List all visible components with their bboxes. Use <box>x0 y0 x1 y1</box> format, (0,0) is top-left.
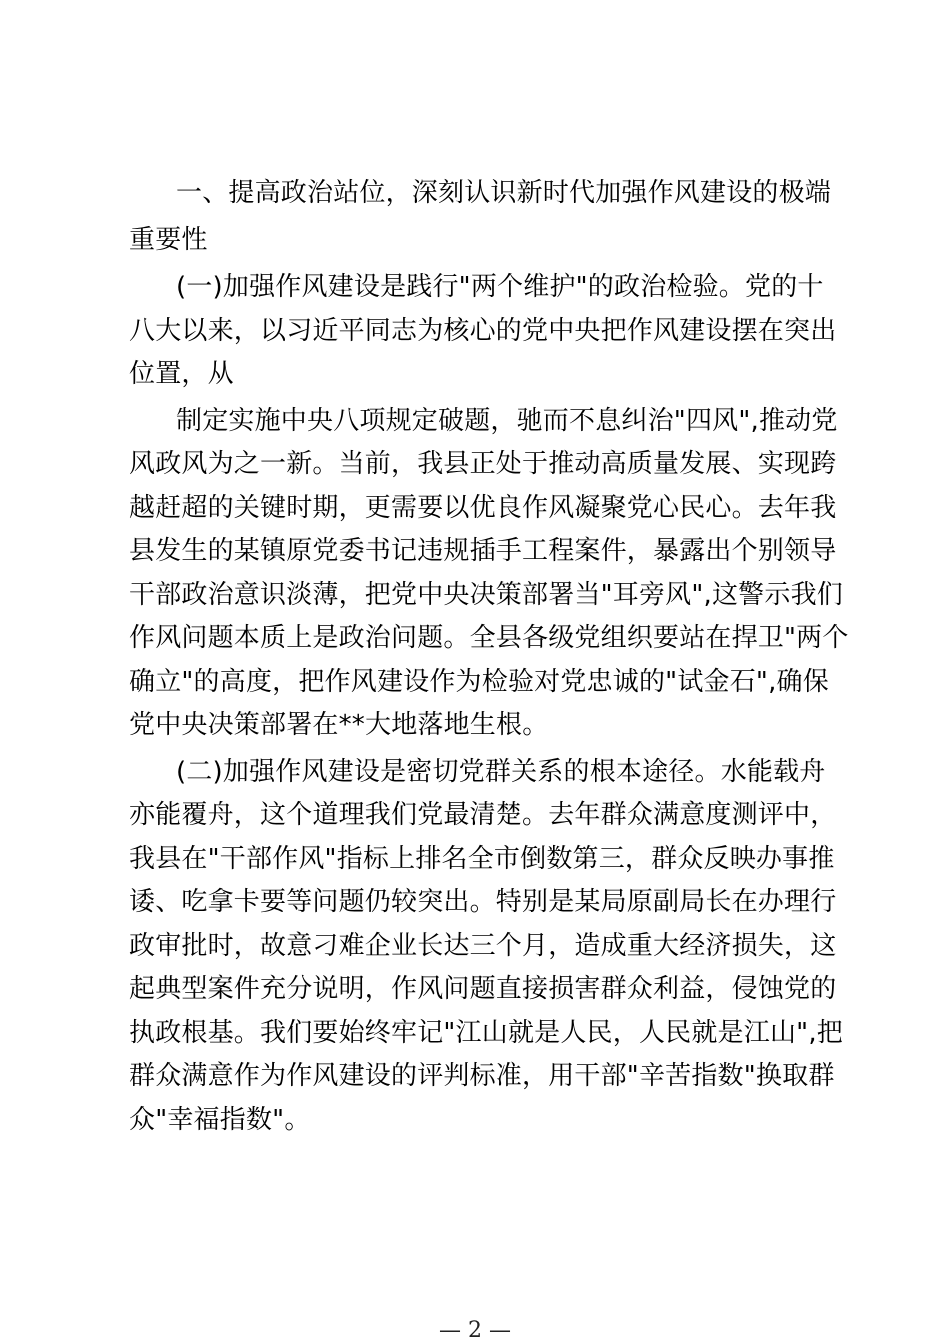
paragraph-1-line-2: 八大以来，以习近平同志为核心的党中央把作风建设摆在突出 <box>129 316 837 346</box>
paragraph-3-line-7: 执政根基。我们要始终牢记"江山就是人民，人民就是江山",把 <box>129 1018 843 1048</box>
paragraph-2-line-2: 风政风为之一新。当前，我县正处于推动高质量发展、实现跨 <box>129 449 837 479</box>
paragraph-3-line-8: 群众满意作为作风建设的评判标准，用干部"辛苦指数"换取群 <box>129 1061 835 1091</box>
paragraph-3-line-5: 政审批时，故意刁难企业长达三个月，造成重大经济损失，这 <box>129 931 837 961</box>
paragraph-1-line-1: (一)加强作风建设是践行"两个维护"的政治检验。党的十 <box>176 272 824 302</box>
page-number: — 2 — <box>439 1318 511 1343</box>
paragraph-3-line-3: 我县在"干部作风"指标上排名全市倒数第三，群众反映办事推 <box>129 844 835 874</box>
paragraph-2-line-7: 确立"的高度，把作风建设作为检验对党忠诚的"试金石",确保 <box>129 667 829 697</box>
paragraph-2-line-5: 干部政治意识淡薄，把党中央决策部署当"耳旁风",这警示我们 <box>129 580 843 610</box>
paragraph-2-line-1: 制定实施中央八项规定破题，驰而不息纠治"四风",推动党 <box>176 406 838 436</box>
section-heading-line-1: 一、提高政治站位，深刻认识新时代加强作风建设的极端 <box>176 178 832 208</box>
paragraph-2-line-8: 党中央决策部署在**大地落地生根。 <box>129 710 549 740</box>
paragraph-3-line-6: 起典型案件充分说明，作风问题直接损害群众利益，侵蚀党的 <box>129 974 837 1004</box>
paragraph-3-line-4: 诿、吃拿卡要等问题仍较突出。特别是某局原副局长在办理行 <box>129 887 837 917</box>
paragraph-2-line-6: 作风问题本质上是政治问题。全县各级党组织要站在捍卫"两个 <box>129 623 849 653</box>
paragraph-3-line-1: (二)加强作风建设是密切党群关系的根本途径。水能载舟 <box>176 757 826 787</box>
paragraph-2-line-4: 县发生的某镇原党委书记违规插手工程案件，暴露出个别领导 <box>129 536 837 566</box>
paragraph-3-line-9: 众"幸福指数"。 <box>129 1105 311 1135</box>
section-heading-line-2: 重要性 <box>129 225 208 255</box>
paragraph-3-line-2: 亦能覆舟，这个道理我们党最清楚。去年群众满意度测评中， <box>129 800 837 830</box>
paragraph-2-line-3: 越赶超的关键时期，更需要以优良作风凝聚党心民心。去年我 <box>129 493 837 523</box>
paragraph-1-line-3: 位置，从 <box>129 359 234 389</box>
